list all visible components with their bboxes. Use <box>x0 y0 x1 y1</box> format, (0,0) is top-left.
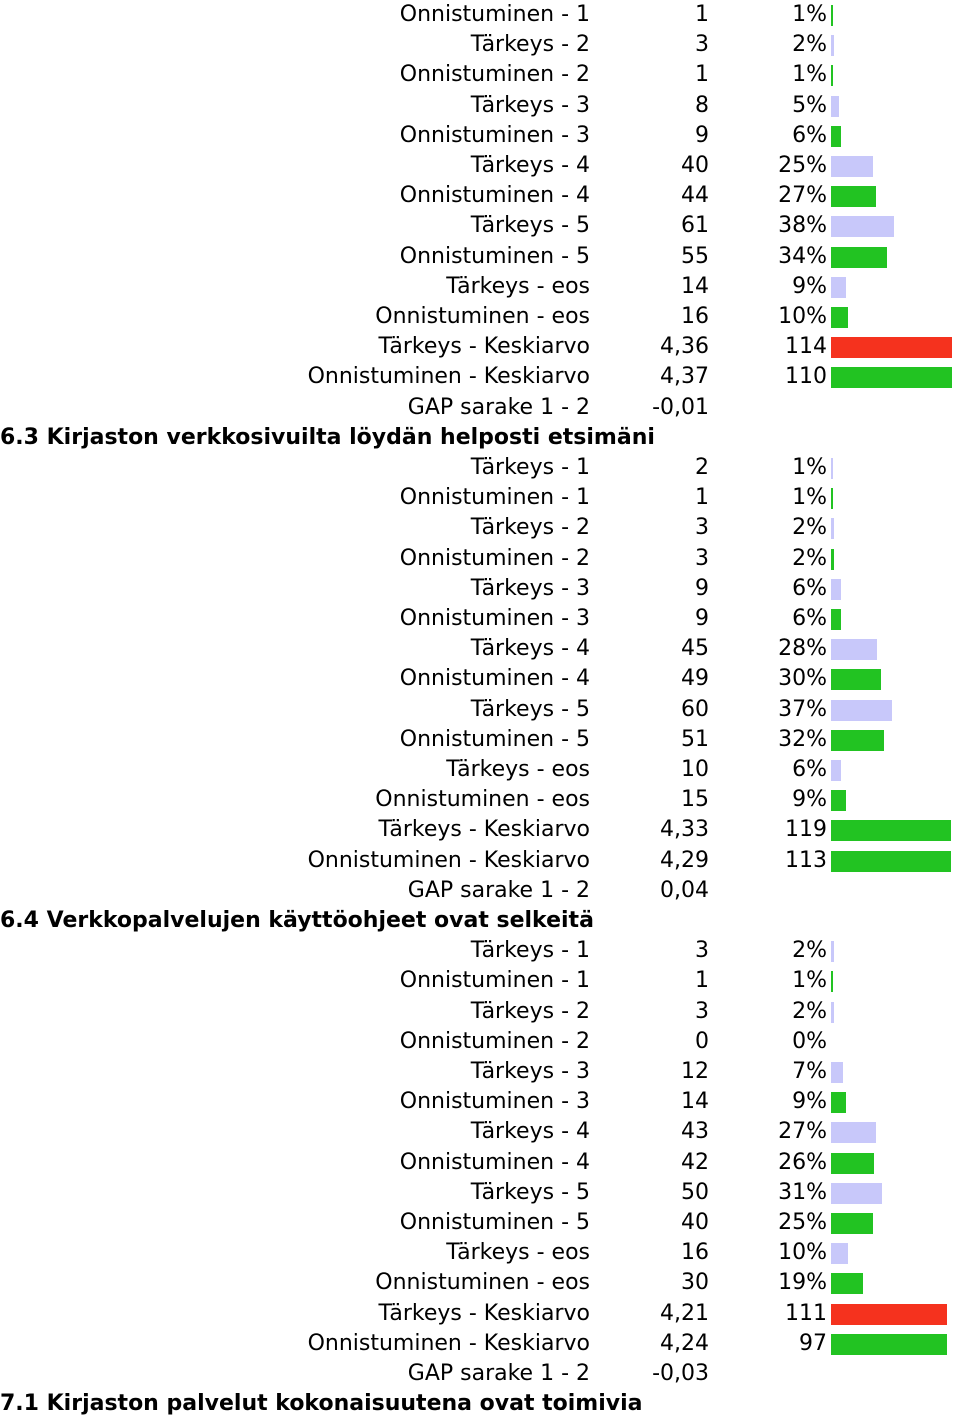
row-label: Tärkeys - Keskiarvo <box>378 1300 590 1326</box>
row-label: Onnistuminen - 2 <box>399 1028 590 1054</box>
row-label: GAP sarake 1 - 2 <box>407 1361 590 1386</box>
row-percent: 6% <box>792 122 827 148</box>
row-count: 40 <box>681 1210 709 1235</box>
row-percent: 97 <box>799 1330 827 1356</box>
row-count: 12 <box>681 1059 709 1084</box>
onnistuminen-bar <box>831 1273 863 1294</box>
row-percent: 27% <box>778 183 827 209</box>
row-count: 40 <box>681 153 709 178</box>
row-count: 50 <box>681 1179 709 1205</box>
table-row <box>0 483 960 513</box>
row-label: Onnistuminen - Keskiarvo <box>307 364 590 390</box>
table-row <box>0 1087 960 1117</box>
row-percent: 30% <box>778 666 827 692</box>
row-count: 3 <box>695 515 709 541</box>
row-percent: 1% <box>792 968 827 994</box>
tarkeys-bar <box>831 156 873 177</box>
table-row <box>0 997 960 1027</box>
table-row <box>0 1238 960 1268</box>
row-percent: 31% <box>778 1179 827 1205</box>
row-percent: 25% <box>778 1210 827 1235</box>
table-row <box>0 574 960 604</box>
row-count: 55 <box>681 243 709 269</box>
row-count: -0,01 <box>652 394 709 420</box>
table-row <box>0 1299 960 1329</box>
row-count: 3 <box>695 545 709 571</box>
row-label: Tärkeys - eos <box>446 1240 590 1266</box>
row-label: Onnistuminen - Keskiarvo <box>307 1330 590 1356</box>
tarkeys-bar <box>831 700 892 721</box>
table-row <box>0 785 960 815</box>
tarkeys-bar <box>831 639 877 660</box>
row-count: 44 <box>681 183 709 209</box>
row-count: 9 <box>695 122 709 148</box>
onnistuminen-bar <box>831 1213 873 1234</box>
table-row <box>0 91 960 121</box>
table-row <box>0 755 960 785</box>
row-label: GAP sarake 1 - 2 <box>407 877 590 903</box>
table-row <box>0 544 960 574</box>
row-label: Onnistuminen - eos <box>375 787 590 813</box>
row-count: 0 <box>695 1028 709 1054</box>
row-label: Tärkeys - Keskiarvo <box>378 334 590 360</box>
row-count: 4,29 <box>660 847 709 873</box>
table-row <box>0 1268 960 1298</box>
row-label: Onnistuminen - 3 <box>399 1089 590 1115</box>
row-label: Tärkeys - 2 <box>470 998 590 1024</box>
row-label: Tärkeys - 3 <box>470 92 590 118</box>
row-count: 51 <box>681 726 709 752</box>
table-row <box>0 936 960 966</box>
row-count: 0,04 <box>660 877 709 903</box>
row-percent: 19% <box>778 1270 827 1296</box>
tarkeys-bar <box>831 760 841 781</box>
table-row <box>0 60 960 90</box>
row-label: Onnistuminen - 2 <box>399 545 590 571</box>
onnistuminen-bar <box>831 65 833 86</box>
table-row <box>0 151 960 181</box>
row-count: 2 <box>695 455 709 480</box>
row-percent: 2% <box>792 938 827 964</box>
tarkeys-bar <box>831 579 841 600</box>
row-percent: 38% <box>778 213 827 239</box>
tarkeys-bar <box>831 1183 882 1204</box>
table-row <box>0 1178 960 1208</box>
row-count: 9 <box>695 606 709 631</box>
row-count: 8 <box>695 92 709 118</box>
row-count: 45 <box>681 636 709 662</box>
row-percent: 2% <box>792 32 827 58</box>
row-label: Tärkeys - 4 <box>470 153 590 178</box>
tarkeys-bar <box>831 35 834 56</box>
row-count: 4,36 <box>660 334 709 360</box>
row-percent: 114 <box>785 334 827 360</box>
section-heading: 7.1 Kirjaston palvelut kokonaisuutena ovat toimivia <box>0 1391 643 1417</box>
row-percent: 26% <box>778 1149 827 1175</box>
row-percent: 1% <box>792 62 827 88</box>
alert-bar <box>831 1304 947 1325</box>
row-label: Onnistuminen - 4 <box>399 666 590 692</box>
row-percent: 25% <box>778 153 827 178</box>
row-percent: 1% <box>792 455 827 480</box>
row-label: Onnistuminen - 3 <box>399 606 590 631</box>
row-count: 1 <box>695 62 709 88</box>
tarkeys-bar <box>831 941 834 962</box>
onnistuminen-bar <box>831 247 887 268</box>
onnistuminen-bar <box>831 1334 947 1355</box>
table-row <box>0 725 960 755</box>
tarkeys-bar <box>831 518 834 539</box>
row-count: 16 <box>681 1240 709 1266</box>
onnistuminen-bar <box>831 1153 874 1174</box>
row-percent: 5% <box>792 92 827 118</box>
table-row <box>0 1027 960 1057</box>
table-row <box>0 121 960 151</box>
section-heading: 6.3 Kirjaston verkkosivuilta löydän helposti etsimäni <box>0 424 655 450</box>
row-percent: 2% <box>792 998 827 1024</box>
row-percent: 0% <box>792 1028 827 1054</box>
row-label: Onnistuminen - eos <box>375 1270 590 1296</box>
row-label: GAP sarake 1 - 2 <box>407 394 590 420</box>
row-percent: 9% <box>792 787 827 813</box>
row-count: 30 <box>681 1270 709 1296</box>
onnistuminen-bar <box>831 730 884 751</box>
tarkeys-bar <box>831 458 833 479</box>
row-percent: 9% <box>792 273 827 299</box>
row-label: Tärkeys - 1 <box>470 455 590 480</box>
row-count: 4,33 <box>660 817 709 843</box>
row-percent: 6% <box>792 757 827 782</box>
table-row <box>0 695 960 725</box>
row-label: Tärkeys - 5 <box>470 696 590 722</box>
row-label: Onnistuminen - 1 <box>399 968 590 994</box>
row-percent: 10% <box>778 1240 827 1266</box>
row-label: Onnistuminen - 5 <box>399 726 590 752</box>
onnistuminen-bar <box>831 790 846 811</box>
row-count: 4,24 <box>660 1330 709 1356</box>
row-label: Tärkeys - 2 <box>470 32 590 58</box>
row-label: Onnistuminen - 5 <box>399 1210 590 1235</box>
row-count: 4,37 <box>660 364 709 390</box>
row-label: Onnistuminen - 4 <box>399 183 590 209</box>
row-percent: 2% <box>792 545 827 571</box>
row-percent <box>710 1359 827 1389</box>
row-count: 60 <box>681 696 709 722</box>
table-row <box>0 876 960 906</box>
row-label: Onnistuminen - Keskiarvo <box>307 847 590 873</box>
row-label: Tärkeys - 3 <box>470 575 590 601</box>
row-label: Onnistuminen - 1 <box>399 2 590 27</box>
onnistuminen-bar <box>831 971 833 992</box>
table-row <box>0 30 960 60</box>
table-row <box>0 664 960 694</box>
row-label: Tärkeys - 5 <box>470 1179 590 1205</box>
onnistuminen-bar <box>831 669 881 690</box>
row-label: Onnistuminen - 4 <box>399 1149 590 1175</box>
tarkeys-bar <box>831 96 839 117</box>
row-label: Tärkeys - 1 <box>470 938 590 964</box>
table-row <box>0 634 960 664</box>
row-label: Onnistuminen - 2 <box>399 62 590 88</box>
row-percent: 10% <box>778 304 827 329</box>
onnistuminen-bar <box>831 488 833 509</box>
row-percent: 1% <box>792 2 827 27</box>
row-count: 14 <box>681 1089 709 1115</box>
row-percent: 119 <box>785 817 827 843</box>
row-count: 61 <box>681 213 709 239</box>
table-row <box>0 1359 960 1389</box>
row-percent: 1% <box>792 485 827 511</box>
table-row <box>0 211 960 241</box>
onnistuminen-bar <box>831 609 841 630</box>
row-label: Tärkeys - Keskiarvo <box>378 817 590 843</box>
row-count: 1 <box>695 485 709 511</box>
row-label: Onnistuminen - 3 <box>399 122 590 148</box>
row-label: Tärkeys - 5 <box>470 213 590 239</box>
row-count: 15 <box>681 787 709 813</box>
table-row <box>0 453 960 483</box>
row-count: 10 <box>681 757 709 782</box>
table-row <box>0 815 960 845</box>
row-label: Onnistuminen - eos <box>375 304 590 329</box>
table-row <box>0 181 960 211</box>
onnistuminen-bar <box>831 1092 846 1113</box>
row-percent: 111 <box>785 1300 827 1326</box>
row-percent: 28% <box>778 636 827 662</box>
table-row <box>0 1117 960 1147</box>
tarkeys-bar <box>831 1002 834 1023</box>
table-row <box>0 272 960 302</box>
row-percent <box>710 876 827 906</box>
onnistuminen-bar <box>831 820 951 841</box>
table-row <box>0 1148 960 1178</box>
onnistuminen-bar <box>831 367 952 388</box>
row-count: 14 <box>681 273 709 299</box>
tarkeys-bar <box>831 277 846 298</box>
row-percent: 32% <box>778 726 827 752</box>
row-percent: 113 <box>785 847 827 873</box>
row-label: Tärkeys - eos <box>446 757 590 782</box>
table-row <box>0 0 960 30</box>
table-row <box>0 302 960 332</box>
row-count: 49 <box>681 666 709 692</box>
onnistuminen-bar <box>831 126 841 147</box>
row-count: 43 <box>681 1119 709 1145</box>
row-percent: 110 <box>785 364 827 390</box>
table-row <box>0 846 960 876</box>
row-count: 4,21 <box>660 1300 709 1326</box>
row-count: 1 <box>695 968 709 994</box>
onnistuminen-bar <box>831 186 876 207</box>
row-count: 9 <box>695 575 709 601</box>
section-heading: 6.4 Verkkopalvelujen käyttöohjeet ovat selkeitä <box>0 908 594 933</box>
onnistuminen-bar <box>831 851 951 872</box>
row-label: Tärkeys - 4 <box>470 636 590 662</box>
row-percent: 9% <box>792 1089 827 1115</box>
row-count: 3 <box>695 998 709 1024</box>
row-percent: 6% <box>792 606 827 631</box>
tarkeys-bar <box>831 1243 848 1264</box>
row-percent: 6% <box>792 575 827 601</box>
onnistuminen-bar <box>831 307 848 328</box>
row-count: 1 <box>695 2 709 27</box>
onnistuminen-bar <box>831 549 834 570</box>
row-count: 3 <box>695 938 709 964</box>
row-percent: 37% <box>778 696 827 722</box>
tarkeys-bar <box>831 1062 843 1083</box>
row-label: Onnistuminen - 1 <box>399 485 590 511</box>
table-row <box>0 332 960 362</box>
row-label: Onnistuminen - 5 <box>399 243 590 269</box>
table-row <box>0 362 960 392</box>
row-label: Tärkeys - 3 <box>470 1059 590 1084</box>
table-row <box>0 604 960 634</box>
tarkeys-bar <box>831 1122 876 1143</box>
row-percent <box>710 393 827 423</box>
table-row <box>0 393 960 423</box>
row-percent: 34% <box>778 243 827 269</box>
row-label: Tärkeys - 4 <box>470 1119 590 1145</box>
row-label: Tärkeys - eos <box>446 273 590 299</box>
onnistuminen-bar <box>831 5 833 26</box>
table-row <box>0 966 960 996</box>
row-count: 16 <box>681 304 709 329</box>
table-row <box>0 1208 960 1238</box>
row-label: Tärkeys - 2 <box>470 515 590 541</box>
table-row <box>0 1057 960 1087</box>
row-count: 3 <box>695 32 709 58</box>
table-row <box>0 1329 960 1359</box>
row-percent: 7% <box>792 1059 827 1084</box>
row-percent: 27% <box>778 1119 827 1145</box>
table-row <box>0 242 960 272</box>
row-percent: 2% <box>792 515 827 541</box>
row-count: 42 <box>681 1149 709 1175</box>
alert-bar <box>831 337 952 358</box>
row-count: -0,03 <box>652 1361 709 1386</box>
tarkeys-bar <box>831 216 894 237</box>
table-row <box>0 513 960 543</box>
